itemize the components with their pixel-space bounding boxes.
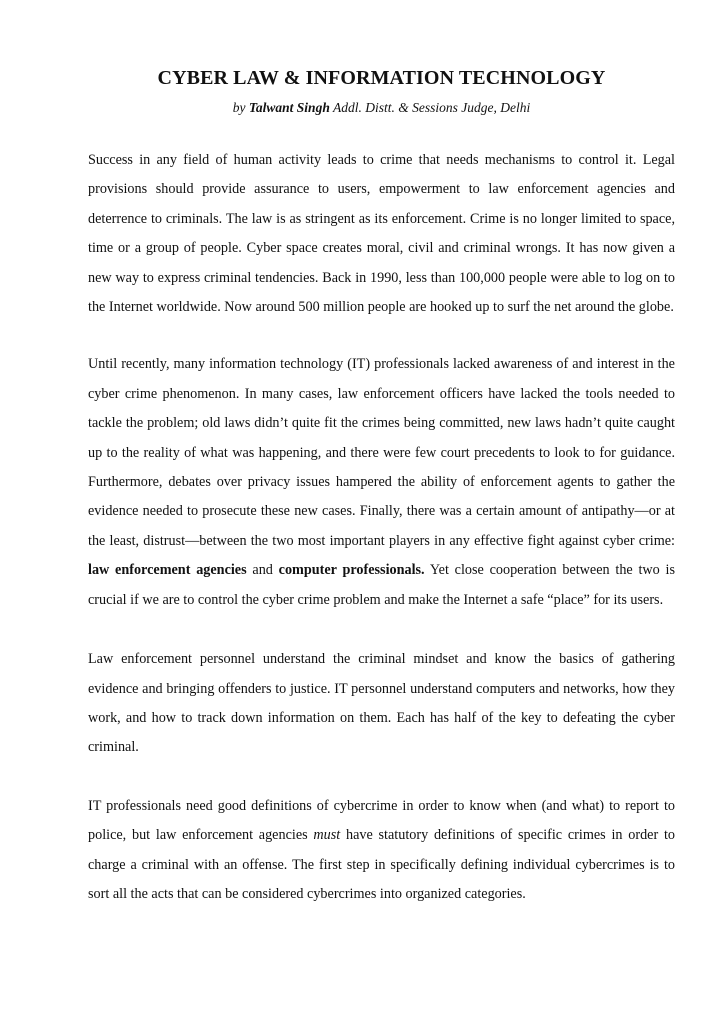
paragraph-3: Law enforcement personnel understand the criminal mindset and know the basics of gathering evidence and bringing offenders to justice. IT personnel understand computers and networks, how they work, and how to track down information on them. Each has half of the key to defeating the cyber criminal. [88,651,675,756]
document-page [88,64,675,909]
paragraph-4-text-1: IT professionals need good definitions of cybercrime in order to know when (and what) to report to police, but law enforcement agencies [88,797,675,844]
byline-author: Talwant Singh [248,100,330,115]
paragraph-4 [88,792,675,910]
paragraph-2-bold-2: computer professionals. [278,562,425,579]
byline [88,98,675,118]
paragraph-2-text-2: and [246,562,279,579]
paragraph-1: Success in any field of human activity leads to crime that needs mechanisms to control it. Legal provisions should provide assurance to users, empowerment to law enforcement agencies and deterrence to criminals. The law is as stringent as its enforcement. Crime is no longer limited to space, time or a group of people. Cyber space creates moral, civil and criminal wrongs. It has now given a new way to express criminal tendencies. Back in 1990, less than 100,000 people were able to log on to the Internet worldwide. Now around 500 million people are hooked up to surf the net around the globe. [88,152,675,316]
paragraph-2 [88,350,675,615]
paragraph-2-text-1: Until recently, many information technology (IT) professionals lacked awareness of and interest in the cyber crime phenomenon. In many cases, law enforcement officers have lacked the tools needed to tackle the problem; old laws didn’t quite fit the crimes being committed, new laws hadn’t quite caught up to the reality of what was happening, and there were few court precedents to look to for guidance. Furthermore, debates over privacy issues hampered the ability of enforcement agents to gather the evidence needed to prosecute these new cases. Finally, there was a certain amount of antipathy—or at the least, distrust—between the two most important players in any effective fight against cyber crime: [88,356,675,549]
paragraph-2-bold-1: law enforcement agencies [88,562,247,579]
paragraph-4-text-2: have statutory definitions of specific crimes in order to charge a criminal with an offense. The first step in specifically defining individual cybercrimes is to sort all the acts that can be considered cybercrimes into organized categories. [88,827,675,902]
document-title: CYBER LAW & INFORMATION TECHNOLOGY [157,67,606,89]
byline-role: Addl. Distt. & Sessions Judge, Delhi [332,100,531,115]
paragraph-4-italic: must [313,827,341,844]
byline-by: by [232,100,246,115]
paragraph-2-text-3: Yet close cooperation between the two is crucial if we are to control the cyber crime problem and make the Internet a safe “place” for its users. [88,562,675,608]
